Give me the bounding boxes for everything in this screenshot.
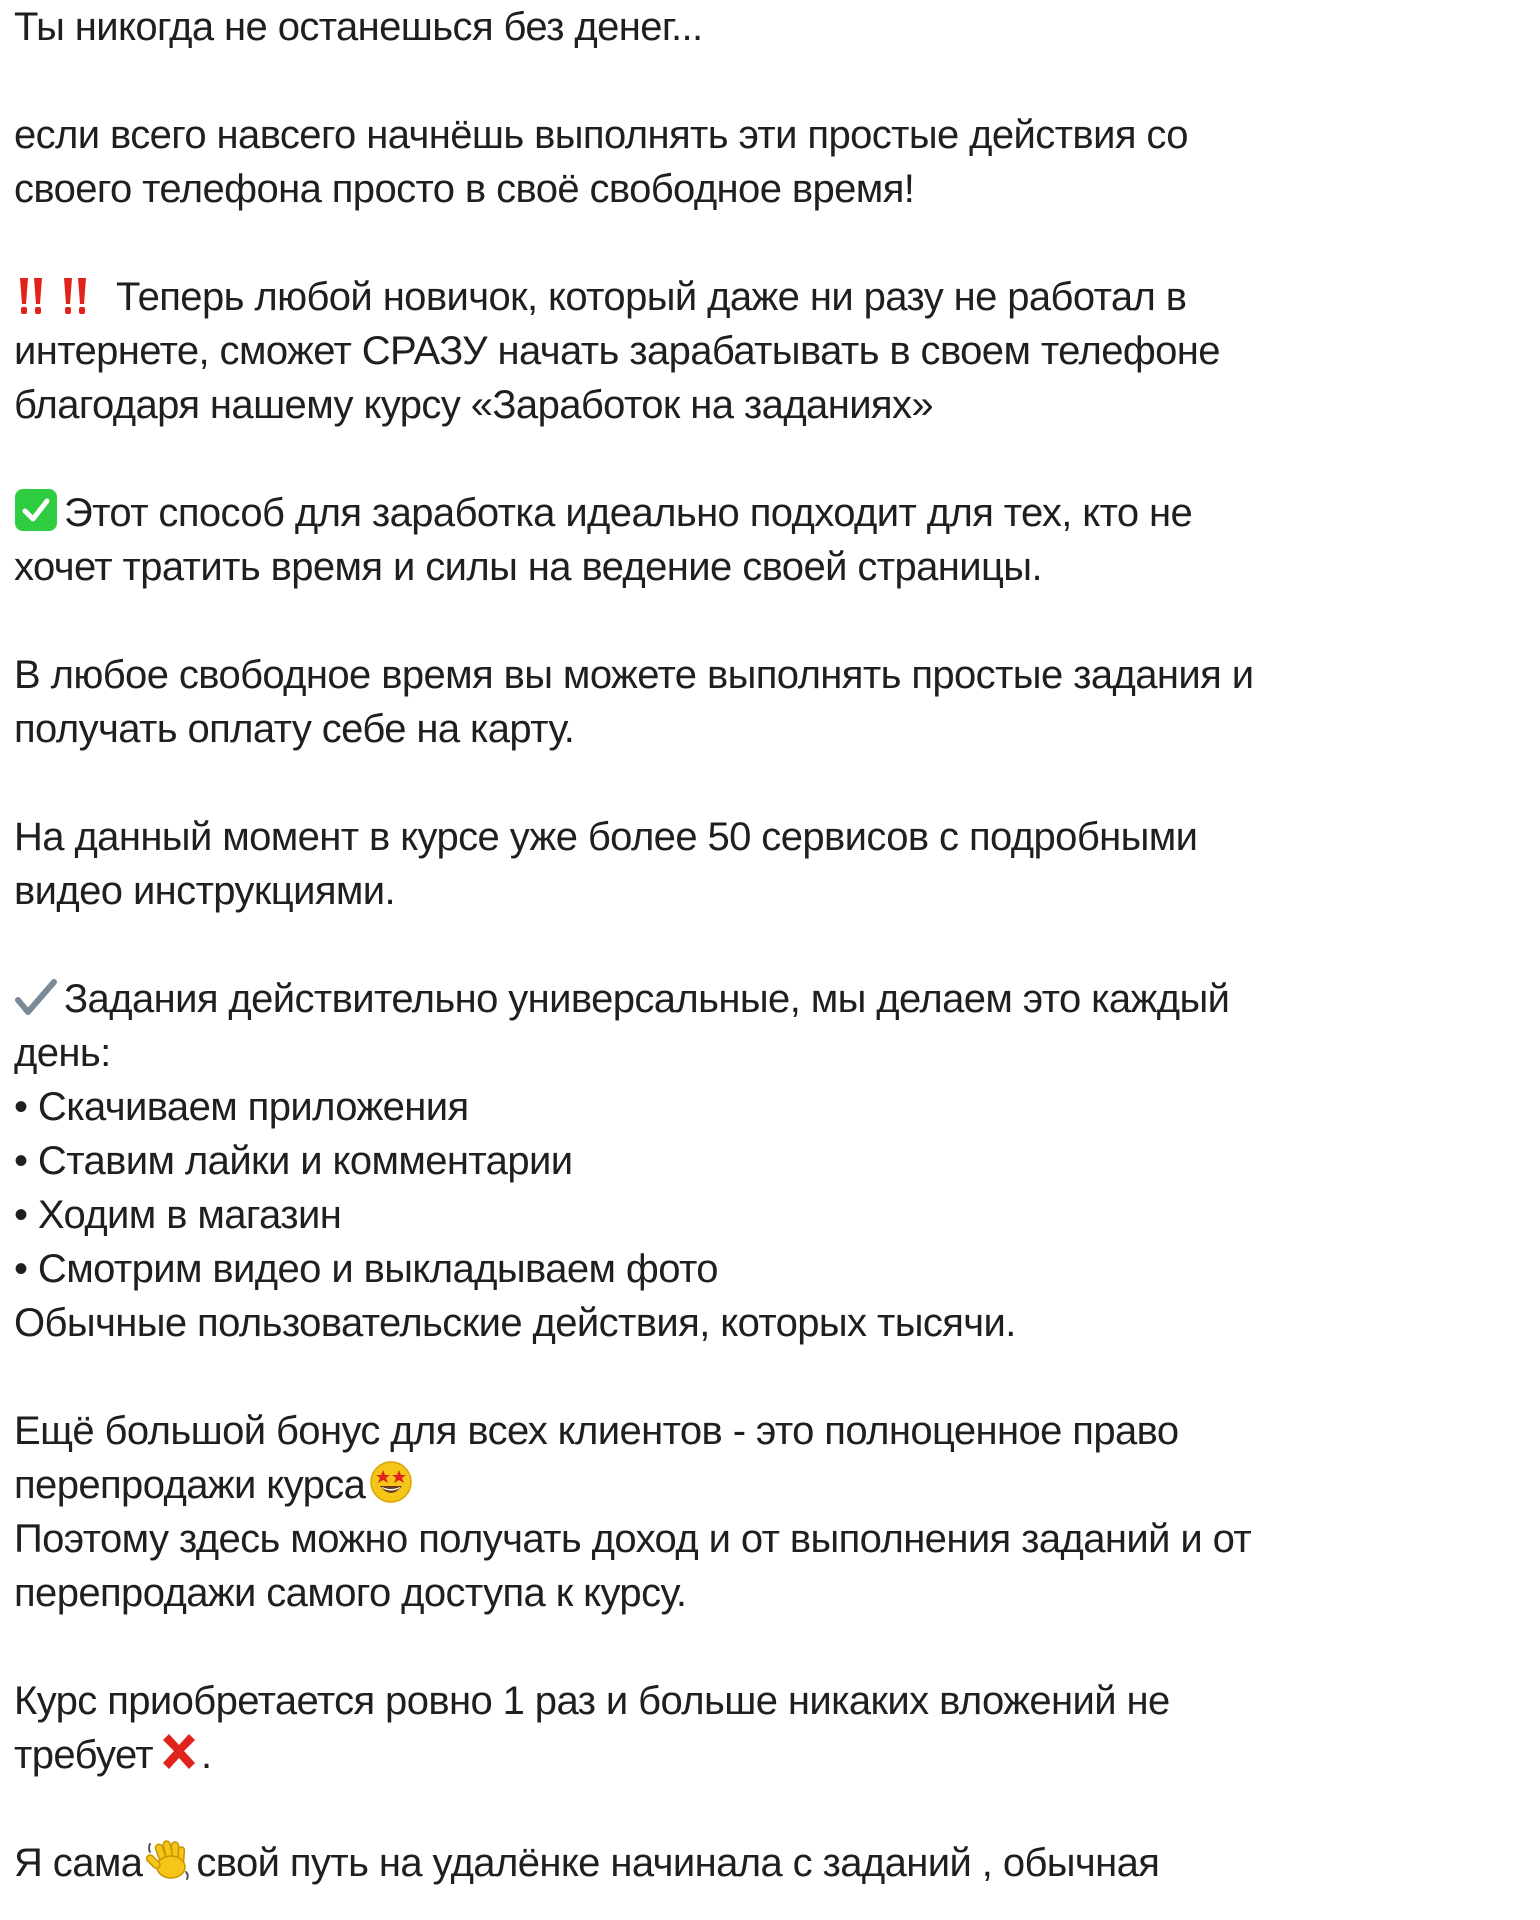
waving-hand-icon — [146, 1836, 192, 1882]
paragraph-10-text-b: свой путь на удалёнке начинала с заданий , обычная — [196, 1841, 1160, 1885]
spacer — [14, 594, 1524, 648]
paragraph-7-line-1 — [14, 972, 1524, 1026]
paragraph-8-line-2-text: перепродажи курса — [14, 1463, 366, 1507]
star-struck-face-icon — [369, 1460, 413, 1504]
paragraph-7-end: Обычные пользовательские действия, которых тысячи. — [14, 1301, 1016, 1345]
paragraph-7-line-2: день: — [14, 1031, 111, 1075]
spacer — [14, 216, 1524, 270]
paragraph-3-line-1-text: Теперь любой новичок, который даже ни разу не работал в — [116, 275, 1187, 319]
paragraph-8-line-3: Поэтому здесь можно получать доход и от выполнения заданий и от — [14, 1517, 1252, 1561]
paragraph-4-line-2: хочет тратить время и силы на ведение своей страницы. — [14, 545, 1042, 589]
paragraph-9-line-2 — [14, 1728, 1524, 1782]
paragraph-3-line-3: благодаря нашему курсу «Заработок на заданиях» — [14, 383, 934, 427]
paragraph-5-line-1: В любое свободное время вы можете выполнять простые задания и — [14, 653, 1254, 697]
paragraph-9-line-1: Курс приобретается ровно 1 раз и больше никаких вложений не — [14, 1679, 1170, 1723]
spacer — [14, 756, 1524, 810]
paragraph-9-line-2-text: требует — [14, 1733, 153, 1777]
paragraph-10-text-a: Я сама — [14, 1841, 143, 1885]
spacer — [14, 1350, 1524, 1404]
check-mark-icon — [14, 978, 58, 1018]
paragraph-2-line-1: если всего навсего начнёшь выполнять эти простые действия со — [14, 113, 1188, 157]
paragraph-3-line-2: интернете, сможет СРАЗУ начать зарабатывать в своем телефоне — [14, 329, 1220, 373]
spacer — [14, 432, 1524, 486]
paragraph-7-line-1-text: Задания действительно универсальные, мы делаем это каждый — [64, 977, 1230, 1021]
paragraph-8-line-2 — [14, 1458, 1524, 1512]
paragraph-1: Ты никогда не останешься без денег... — [14, 5, 703, 49]
cross-mark-icon — [157, 1730, 201, 1774]
paragraph-9-line-2-end: . — [200, 1733, 212, 1777]
paragraph-4-line-1-text: Этот способ для заработка идеально подходит для тех, кто не — [64, 491, 1193, 535]
list-item: • Ставим лайки и комментарии — [14, 1139, 573, 1183]
paragraph-8-line-4: перепродажи самого доступа к курсу. — [14, 1571, 687, 1615]
paragraph-5-line-2: получать оплату себе на карту. — [14, 707, 575, 751]
spacer — [14, 1620, 1524, 1674]
double-exclamation-icon — [14, 276, 110, 316]
paragraph-2-line-2: своего телефона просто в своё свободное время! — [14, 167, 915, 211]
check-mark-button-icon — [14, 488, 58, 532]
list-item: • Скачиваем приложения — [14, 1085, 469, 1129]
spacer — [14, 54, 1524, 108]
spacer — [14, 1782, 1524, 1836]
paragraph-3-line-1 — [14, 270, 1524, 324]
paragraph-10-line-1 — [14, 1836, 1524, 1890]
post-text — [14, 0, 1524, 1890]
paragraph-4-line-1 — [14, 486, 1524, 540]
spacer — [14, 918, 1524, 972]
list-item: • Ходим в магазин — [14, 1193, 342, 1237]
list-item: • Смотрим видео и выкладываем фото — [14, 1247, 718, 1291]
paragraph-6-line-2: видео инструкциями. — [14, 869, 396, 913]
paragraph-6-line-1: На данный момент в курсе уже более 50 сервисов с подробными — [14, 815, 1198, 859]
paragraph-8-line-1: Ещё большой бонус для всех клиентов - это полноценное право — [14, 1409, 1179, 1453]
